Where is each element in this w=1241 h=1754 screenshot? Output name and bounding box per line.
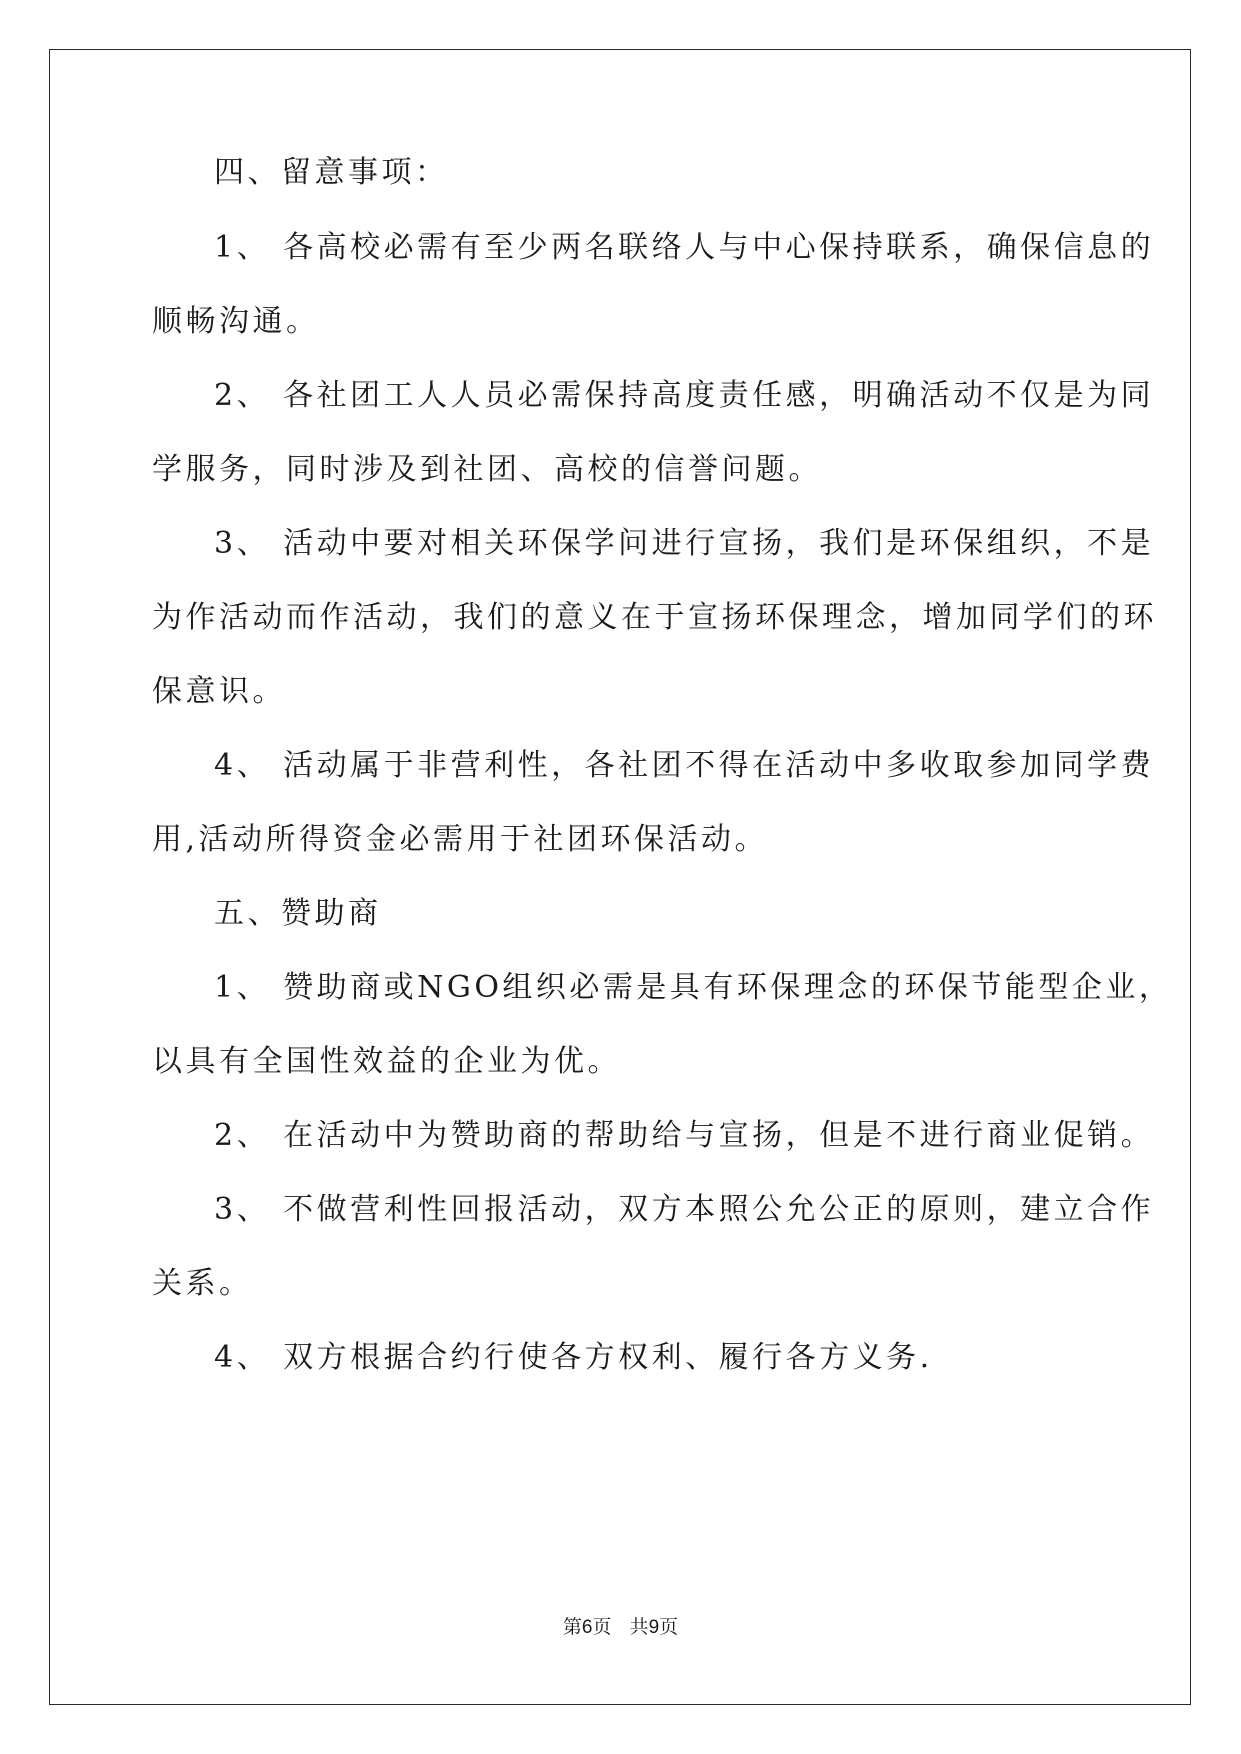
paragraph-line: 为作活动而作活动，我们的意义在于宣扬环保理念，增加同学们的环	[152, 600, 1157, 635]
paragraph-line: 保意识。	[152, 674, 286, 709]
page-footer	[0, 1614, 1241, 1641]
paragraph-line: 1、 各高校必需有至少两名联络人与中心保持联系，确保信息的	[214, 230, 1155, 265]
paragraph-line: 1、 赞助商或NGO组织必需是具有环保理念的环保节能型企业，	[214, 970, 1173, 1005]
paragraph-line: 用,活动所得资金必需用于社团环保活动。	[152, 822, 769, 857]
page-border	[49, 49, 1191, 1705]
section-heading-notes: 四、留意事项：	[214, 155, 449, 190]
paragraph-line: 3、 活动中要对相关环保学问进行宣扬，我们是环保组织，不是	[214, 526, 1155, 561]
paragraph-line: 以具有全国性效益的企业为优。	[152, 1044, 621, 1079]
paragraph-line: 顺畅沟通。	[152, 304, 320, 339]
total-pages-number: 9	[648, 1617, 660, 1638]
footer-mid: 页 共	[592, 1616, 649, 1638]
paragraph-line: 4、 双方根据合约行使各方权利、履行各方义务.	[214, 1340, 933, 1375]
section-heading-sponsors: 五、赞助商	[214, 896, 382, 931]
paragraph-line: 2、 在活动中为赞助商的帮助给与宣扬，但是不进行商业促销。	[214, 1118, 1155, 1153]
paragraph-line: 学服务，同时涉及到社团、高校的信誉问题。	[152, 452, 822, 487]
paragraph-line: 关系。	[152, 1266, 253, 1301]
paragraph-line: 3、 不做营利性回报活动，双方本照公允公正的原则，建立合作	[214, 1192, 1155, 1227]
footer-prefix: 第	[562, 1616, 582, 1638]
footer-suffix: 页	[659, 1616, 679, 1638]
paragraph-line: 4、 活动属于非营利性，各社团不得在活动中多收取参加同学费	[214, 748, 1155, 783]
paragraph-line: 2、 各社团工人人员必需保持高度责任感，明确活动不仅是为同	[214, 378, 1155, 413]
current-page-number: 6	[581, 1617, 593, 1638]
